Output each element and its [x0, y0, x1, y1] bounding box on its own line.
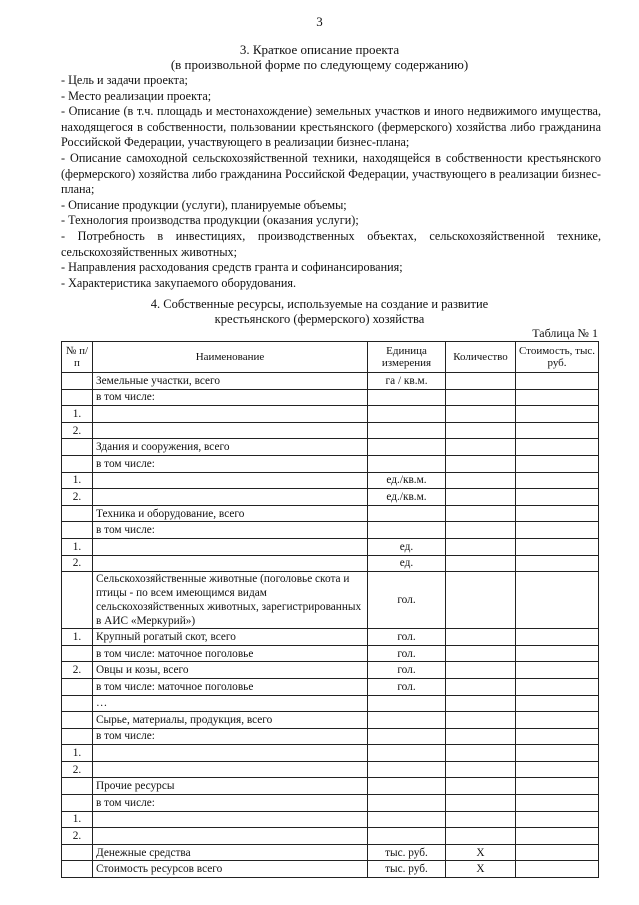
header-cost: Стоимость, тыс. руб. [516, 342, 599, 373]
cell-num [62, 572, 93, 629]
section3-item: - Описание продукции (услуги), планируемые объемы; [61, 197, 347, 212]
cell-name: Техника и оборудование, всего [93, 505, 368, 522]
cell-qty [446, 728, 516, 745]
cell-cost [516, 695, 599, 712]
table-row [62, 678, 599, 695]
cell-name: в том числе: [93, 522, 368, 539]
cell-qty [446, 745, 516, 762]
table-row [62, 389, 599, 406]
cell-cost [516, 662, 599, 679]
cell-name: Крупный рогатый скот, всего [93, 629, 368, 646]
cell-qty: Х [446, 861, 516, 878]
cell-num: 2. [62, 662, 93, 679]
cell-cost [516, 645, 599, 662]
cell-name [93, 555, 368, 572]
table-row [62, 505, 599, 522]
cell-unit [368, 389, 446, 406]
table-row [62, 728, 599, 745]
cell-name [93, 489, 368, 506]
table-row [62, 555, 599, 572]
cell-num [62, 645, 93, 662]
cell-qty [446, 695, 516, 712]
cell-qty [446, 522, 516, 539]
table-row [62, 795, 599, 812]
cell-qty [446, 389, 516, 406]
table-row [62, 373, 599, 390]
cell-num [62, 439, 93, 456]
cell-cost [516, 712, 599, 729]
cell-num [62, 678, 93, 695]
table-row [62, 439, 599, 456]
table-row [62, 406, 599, 423]
cell-cost [516, 811, 599, 828]
cell-cost [516, 728, 599, 745]
section3-item: - Потребность в инвестициях, производственных объектах, сельскохозяйственной технике, сельскохозяйственных животных; [61, 228, 601, 259]
cell-cost [516, 828, 599, 845]
cell-unit: ед. [368, 538, 446, 555]
cell-qty [446, 795, 516, 812]
cell-num [62, 728, 93, 745]
cell-qty [446, 811, 516, 828]
table-row [62, 472, 599, 489]
cell-name [93, 538, 368, 555]
cell-qty [446, 538, 516, 555]
resources-table [61, 341, 599, 878]
cell-unit [368, 695, 446, 712]
section4-heading [0, 297, 639, 327]
cell-name: Овцы и козы, всего [93, 662, 368, 679]
cell-qty [446, 505, 516, 522]
cell-cost [516, 422, 599, 439]
cell-num: 2. [62, 761, 93, 778]
cell-num: 2. [62, 422, 93, 439]
cell-name: в том числе: [93, 455, 368, 472]
cell-cost [516, 572, 599, 629]
cell-cost [516, 761, 599, 778]
cell-name: Денежные средства [93, 844, 368, 861]
table-row [62, 761, 599, 778]
cell-unit [368, 811, 446, 828]
cell-cost [516, 795, 599, 812]
cell-unit [368, 828, 446, 845]
cell-num: 1. [62, 406, 93, 423]
cell-unit [368, 522, 446, 539]
cell-num: 1. [62, 629, 93, 646]
cell-num [62, 695, 93, 712]
table-row [62, 455, 599, 472]
cell-cost [516, 745, 599, 762]
cell-unit [368, 728, 446, 745]
cell-cost [516, 389, 599, 406]
cell-cost [516, 778, 599, 795]
header-qty: Количество [446, 342, 516, 373]
cell-name: в том числе: маточное поголовье [93, 678, 368, 695]
cell-num: 1. [62, 538, 93, 555]
table-row [62, 645, 599, 662]
cell-cost [516, 678, 599, 695]
cell-qty [446, 555, 516, 572]
cell-qty [446, 629, 516, 646]
cell-name [93, 406, 368, 423]
cell-name [93, 422, 368, 439]
cell-cost [516, 489, 599, 506]
section3-item: - Место реализации проекта; [61, 88, 212, 103]
section3-item: - Описание самоходной сельскохозяйственной техники, находящейся в собственности крестьянского (фермерского) хозяйства либо гражданина Российской Федерации, участвующего в реализации бизнес-плана; [61, 150, 601, 197]
cell-qty [446, 373, 516, 390]
table-row [62, 695, 599, 712]
section4-title-line1: 4. Собственные ресурсы, используемые на создание и развитие [150, 297, 489, 311]
cell-num [62, 522, 93, 539]
cell-cost [516, 505, 599, 522]
section3-subtitle: (в произвольной форме по следующему содержанию) [170, 57, 469, 72]
cell-unit [368, 422, 446, 439]
cell-qty [446, 678, 516, 695]
table-label: Таблица № 1 [532, 326, 598, 340]
table-row [62, 422, 599, 439]
table-row [62, 861, 599, 878]
section3-item: - Технология производства продукции (оказания услуги); [61, 213, 359, 228]
cell-unit: ед./кв.м. [368, 472, 446, 489]
cell-name: в том числе: маточное поголовье [93, 645, 368, 662]
cell-qty [446, 778, 516, 795]
cell-unit: га / кв.м. [368, 373, 446, 390]
cell-name [93, 811, 368, 828]
cell-cost [516, 455, 599, 472]
table-row [62, 489, 599, 506]
table-row [62, 572, 599, 629]
table-row [62, 745, 599, 762]
cell-num [62, 455, 93, 472]
cell-unit [368, 745, 446, 762]
cell-num: 1. [62, 472, 93, 489]
cell-num [62, 373, 93, 390]
table-row [62, 712, 599, 729]
cell-num [62, 505, 93, 522]
cell-unit [368, 761, 446, 778]
section3-title: 3. Краткое описание проекта [239, 42, 400, 57]
cell-cost [516, 861, 599, 878]
cell-unit [368, 439, 446, 456]
section3-item: - Характеристика закупаемого оборудования. [61, 275, 297, 290]
table-row [62, 662, 599, 679]
cell-unit: гол. [368, 678, 446, 695]
cell-unit [368, 795, 446, 812]
cell-name: в том числе: [93, 728, 368, 745]
cell-unit [368, 455, 446, 472]
table-row [62, 778, 599, 795]
cell-qty [446, 761, 516, 778]
cell-unit: гол. [368, 629, 446, 646]
section4-title-line2: крестьянского (фермерского) хозяйства [214, 312, 425, 326]
cell-qty [446, 455, 516, 472]
cell-cost [516, 522, 599, 539]
cell-name [93, 745, 368, 762]
table-row [62, 828, 599, 845]
header-unit: Единица измерения [368, 342, 446, 373]
cell-unit [368, 778, 446, 795]
page-number: 3 [316, 14, 323, 29]
table-row [62, 844, 599, 861]
cell-qty: Х [446, 844, 516, 861]
cell-name: Земельные участки, всего [93, 373, 368, 390]
cell-name: Стоимость ресурсов всего [93, 861, 368, 878]
cell-qty [446, 406, 516, 423]
cell-cost [516, 373, 599, 390]
cell-num [62, 861, 93, 878]
cell-qty [446, 572, 516, 629]
cell-name: в том числе: [93, 389, 368, 406]
cell-num: 2. [62, 828, 93, 845]
cell-qty [446, 472, 516, 489]
cell-unit: гол. [368, 645, 446, 662]
cell-unit [368, 505, 446, 522]
cell-unit: гол. [368, 572, 446, 629]
cell-unit [368, 406, 446, 423]
cell-qty [446, 489, 516, 506]
cell-qty [446, 712, 516, 729]
section3-item: - Цель и задачи проекта; [61, 73, 188, 87]
cell-unit: гол. [368, 662, 446, 679]
cell-num [62, 712, 93, 729]
table-header-row [62, 342, 599, 373]
table-body [62, 373, 599, 878]
cell-num: 2. [62, 555, 93, 572]
section3-item: - Направления расходования средств гранта и софинансирования; [61, 260, 403, 275]
cell-unit: тыс. руб. [368, 844, 446, 861]
cell-num [62, 795, 93, 812]
cell-cost [516, 538, 599, 555]
cell-qty [446, 662, 516, 679]
cell-unit [368, 712, 446, 729]
cell-qty [446, 645, 516, 662]
table-row [62, 811, 599, 828]
cell-name [93, 828, 368, 845]
section3-item: - Описание (в т.ч. площадь и местонахождение) земельных участков и иного недвижимого имущества, находящегося в собственности, пользовании крестьянского (фермерского) хозяйства либо гражданина Российской Федерации, участвующего в реализации бизнес-плана; [61, 104, 601, 150]
header-name: Наименование [93, 342, 368, 373]
cell-name: … [93, 695, 368, 712]
cell-cost [516, 555, 599, 572]
cell-unit: ед./кв.м. [368, 489, 446, 506]
cell-num [62, 389, 93, 406]
table-row [62, 538, 599, 555]
cell-num: 1. [62, 745, 93, 762]
table-row [62, 629, 599, 646]
cell-cost [516, 472, 599, 489]
cell-num: 1. [62, 811, 93, 828]
cell-cost [516, 439, 599, 456]
cell-name: Сырье, материалы, продукция, всего [93, 712, 368, 729]
cell-name [93, 761, 368, 778]
cell-num [62, 844, 93, 861]
cell-cost [516, 406, 599, 423]
table-row [62, 522, 599, 539]
cell-qty [446, 828, 516, 845]
cell-qty [446, 439, 516, 456]
cell-num: 2. [62, 489, 93, 506]
cell-name: Сельскохозяйственные животные (поголовье скота и птицы - по всем имеющимся видам сельскохозяйственных животных, зарегистрированных в АИС «Меркурий») [93, 572, 368, 629]
cell-name [93, 472, 368, 489]
cell-unit: ед. [368, 555, 446, 572]
cell-cost [516, 844, 599, 861]
cell-name: Здания и сооружения, всего [93, 439, 368, 456]
section3-item-list [61, 73, 601, 291]
section3-heading [0, 42, 639, 72]
cell-qty [446, 422, 516, 439]
header-num: № п/п [62, 342, 93, 373]
cell-unit: тыс. руб. [368, 861, 446, 878]
cell-name: Прочие ресурсы [93, 778, 368, 795]
cell-cost [516, 629, 599, 646]
cell-name: в том числе: [93, 795, 368, 812]
cell-num [62, 778, 93, 795]
